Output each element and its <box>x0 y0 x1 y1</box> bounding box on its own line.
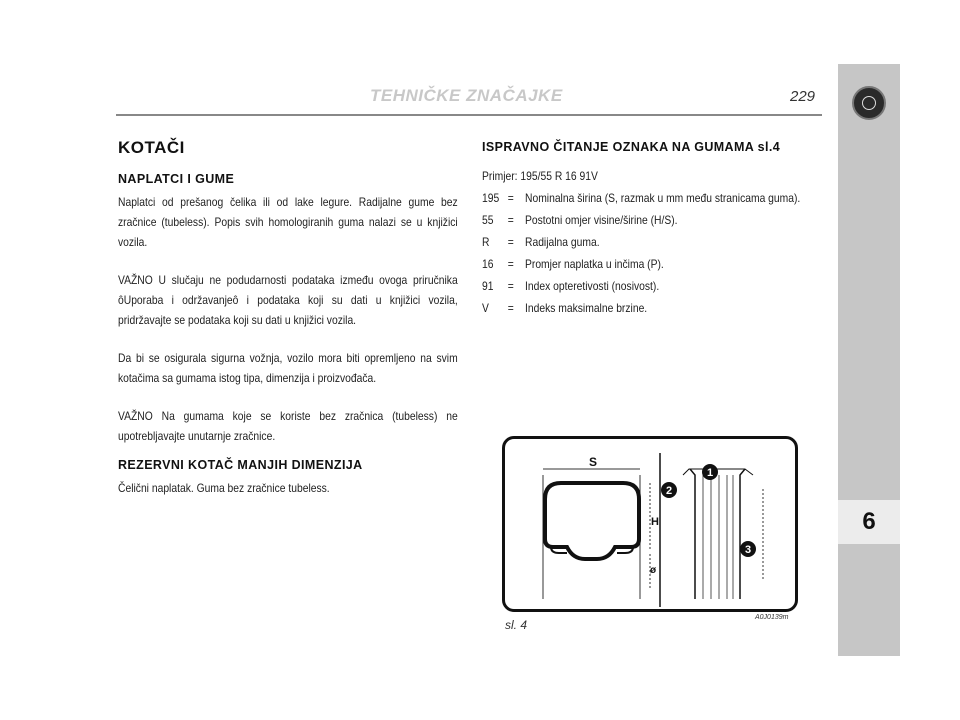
example-line: Primjer: 195/55 R 16 91V <box>482 169 598 183</box>
definition-key: 195 <box>482 191 500 205</box>
subsection-title: ISPRAVNO ČITANJE OZNAKA NA GUMAMA sl.4 <box>482 140 781 154</box>
label-3: 3 <box>744 544 752 556</box>
figure-code: A0J0139m <box>755 614 789 621</box>
definition-text: Index opteretivosti (nosivost). <box>525 279 660 293</box>
subsection-title: REZERVNI KOTAČ MANJIH DIMENZIJA <box>118 458 363 472</box>
paragraph: VAŽNO Na gumama koje se koriste bez zračnica (tubeless) ne upotrebljavajte unutarnje zračnice. <box>118 409 458 443</box>
chapter-sidebar <box>838 64 900 656</box>
subsection-title: NAPLATCI I GUME <box>118 172 235 186</box>
paragraph: VAŽNO U slučaju ne podudarnosti podataka između ovoga priručnika ôUporaba i održavanjeô i podataka koji su dati u knjižici vozila, pridržavajte se podataka koji su dati u knjižici vozila. <box>118 273 458 327</box>
tire-diagram <box>502 436 798 612</box>
definition-eq: = <box>507 191 514 205</box>
definition-key: 55 <box>482 213 494 227</box>
definition-row <box>482 231 822 253</box>
label-2: 2 <box>665 485 673 497</box>
definition-eq: = <box>507 213 514 227</box>
definition-row <box>482 275 822 297</box>
tire-diagram-svg <box>505 439 795 609</box>
section-title: KOTAČI <box>118 138 185 157</box>
label-s: S <box>588 455 598 469</box>
chapter-tab[interactable] <box>838 500 900 544</box>
paragraph: Naplatci od prešanog čelika ili od lake legure. Radijalne gume bez zračnice (tubeless). Popis svih homologiranih guma nalazi se u knjižici vozila. <box>118 195 458 249</box>
definition-row <box>482 297 822 319</box>
definition-eq: = <box>507 279 514 293</box>
definition-row <box>482 209 822 231</box>
definition-key: V <box>482 301 489 315</box>
page-number: 229 <box>790 88 816 105</box>
label-1: 1 <box>706 467 714 479</box>
definition-key: 91 <box>482 279 494 293</box>
paragraph: Čelični naplatak. Guma bez zračnice tubeless. <box>118 481 330 495</box>
definition-list <box>482 187 822 319</box>
chapter-number: 6 <box>862 508 876 535</box>
definition-eq: = <box>507 257 514 271</box>
definition-text: Postotni omjer visine/širine (H/S). <box>525 213 678 227</box>
definition-text: Indeks maksimalne brzine. <box>525 301 648 315</box>
definition-row <box>482 253 822 275</box>
header-rule <box>116 114 822 116</box>
definition-text: Promjer naplatka u inčima (P). <box>525 257 664 271</box>
definition-eq: = <box>507 235 514 249</box>
right-column <box>482 140 822 319</box>
figure-caption: sl. 4 <box>505 618 528 632</box>
paragraph: Da bi se osigurala sigurna vožnja, vozilo mora biti opremljeno na svim kotačima sa gumama istog tipa, dimenzija i proizvođača. <box>118 351 458 385</box>
definition-row <box>482 187 822 209</box>
alfa-romeo-logo-icon <box>852 86 886 120</box>
header-title: TEHNIČKE ZNAČAJKE <box>370 86 563 105</box>
label-diameter: ø <box>649 565 657 576</box>
left-column <box>118 138 458 516</box>
definition-key: R <box>482 235 490 249</box>
label-h: H <box>651 516 659 528</box>
definition-eq: = <box>507 301 514 315</box>
definition-key: 16 <box>482 257 494 271</box>
definition-text: Radijalna guma. <box>525 235 600 249</box>
definition-text: Nominalna širina (S, razmak u mm među stranicama guma). <box>525 191 801 205</box>
